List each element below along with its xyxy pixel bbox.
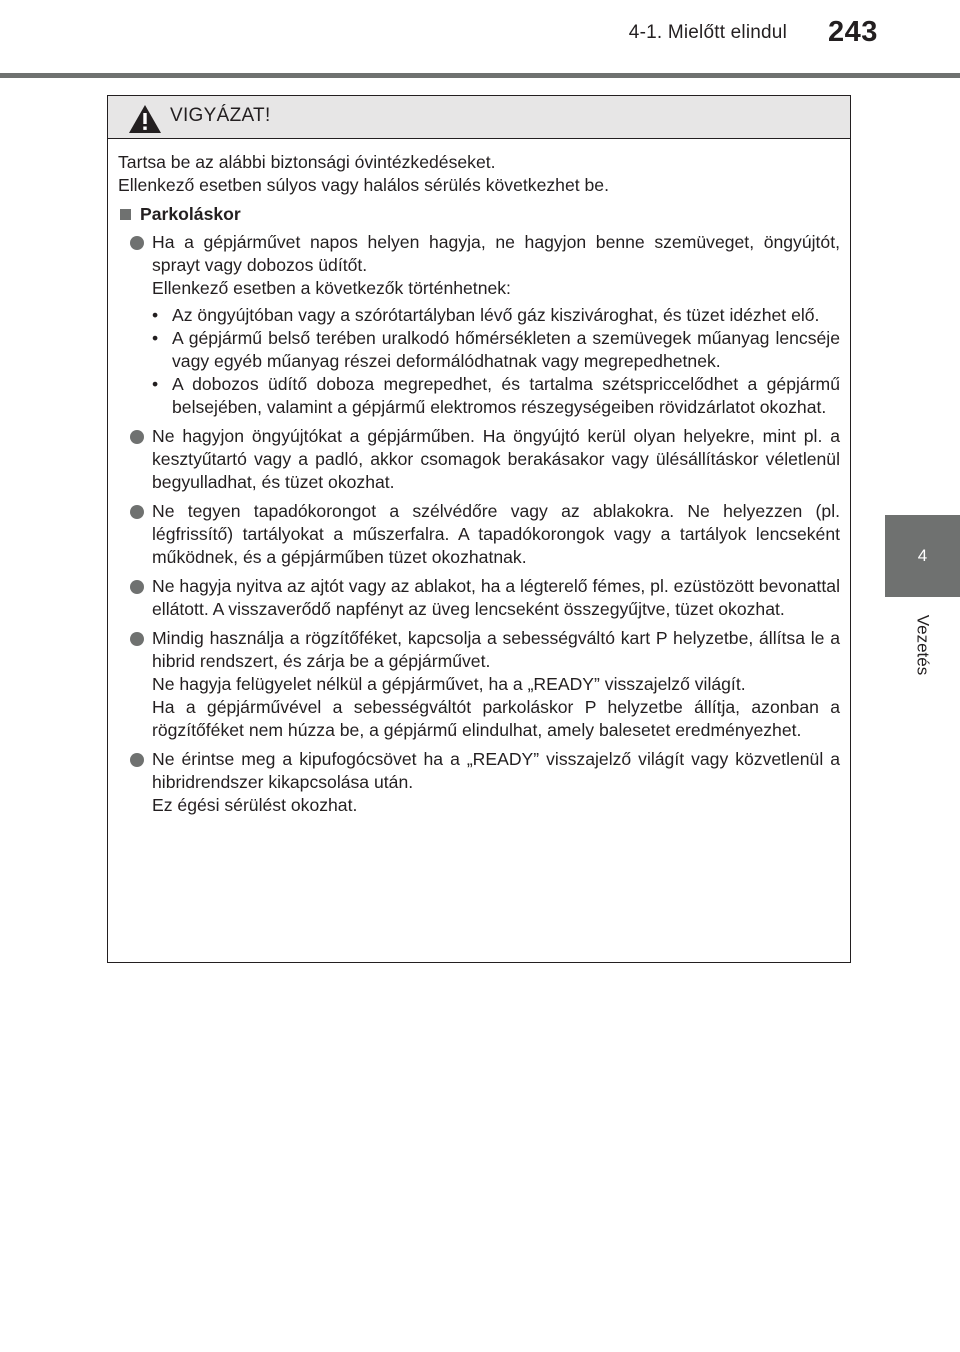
list-item [118, 425, 840, 494]
sub-list-text: A dobozos üdítő doboza megrepedhet, és tartalma szétspriccelődhet a gépjármű belsejében, valamint a gépjármű elektromos részegységeiben rövidzárlatot okozhat. [172, 374, 840, 417]
list-item [118, 575, 840, 621]
subheading [118, 203, 840, 226]
chapter-label [885, 600, 960, 690]
list-item [118, 627, 840, 742]
sub-list-item: • Az öngyújtóban vagy a szórótartályban lévő gáz kiszivároghat, és tüzet idézhet elő. [152, 305, 820, 325]
sub-list-item: • A dobozos üdítő doboza megrepedhet, és tartalma szétspriccelődhet a gépjármű belsejében, valamint a gépjármű elektromos részegységeiben rövidzárlatot okozhat. [152, 374, 840, 417]
item-paragraph: Mindig használja a rögzítőféket, kapcsolja a sebességváltó kart P helyzetbe, állítsa le a hibrid rendszert, és zárja be a gépjárművet. [152, 628, 840, 671]
warning-title: VIGYÁZAT! [170, 105, 271, 126]
intro-line: Tartsa be az alábbi biztonsági óvintézkedéseket. [118, 152, 496, 172]
page-number: 243 [828, 16, 878, 48]
item-paragraph: Ez égési sérülést okozhat. [152, 795, 358, 815]
list-item [118, 231, 840, 419]
list-item [118, 500, 840, 569]
circle-bullet-icon [130, 236, 144, 250]
item-paragraph: Ne hagyjon öngyújtókat a gépjárműben. Ha öngyújtó kerül olyan helyekre, mint pl. a kesztyűtartó vagy a padló, akkor csomagok berakásakor vagy ülésállításkor véletlenül begyulladhat, és tüzet okozhat. [152, 426, 840, 492]
circle-bullet-icon [130, 505, 144, 519]
item-paragraph: Ne érintse meg a kipufogócsövet ha a „READY” visszajelző világít vagy közvetlenül a hibridrendszer kikapcsolása után. [152, 749, 840, 792]
warning-body [108, 139, 850, 817]
circle-bullet-icon [130, 753, 144, 767]
item-paragraph: Ne tegyen tapadókorongot a szélvédőre vagy az ablakokra. Ne helyezzen (pl. légfrissítő) tartályokat a műszerfalra. A tapadókorongok vagy a tartályok lencseként működnek, és a gépjárműben tüzet okozhatnak. [152, 501, 840, 567]
item-paragraph: Ne hagyja felügyelet nélkül a gépjárművet, ha a „READY” visszajelző világít. [152, 674, 746, 694]
circle-bullet-icon [130, 430, 144, 444]
item-paragraph: Ha a gépjárművet napos helyen hagyja, ne hagyjon benne szemüveget, öngyújtót, sprayt vagy dobozos üdítőt. [152, 232, 840, 275]
item-paragraph: Ellenkező esetben a következők történhetnek: [152, 278, 511, 298]
chapter-tab: 4 [885, 515, 960, 597]
circle-bullet-icon [130, 632, 144, 646]
warning-box [107, 95, 851, 963]
item-paragraph: Ne hagyja nyitva az ajtót vagy az ablakot, ha a légterelő fémes, pl. ezüstözött bevonattal ellátott. A visszaverődő napfényt az üveg lencseként összegyűjtve, tüzet okozhat. [152, 576, 840, 619]
circle-bullet-icon [130, 580, 144, 594]
header-rule [0, 73, 960, 78]
section-title: 4-1. Mielőtt elindul [628, 22, 787, 43]
list-item [118, 748, 840, 817]
square-bullet-icon [120, 209, 131, 220]
sub-list [152, 304, 840, 419]
sub-list-text: Az öngyújtóban vagy a szórótartályban lévő gáz kiszivároghat, és tüzet idézhet elő. [172, 305, 820, 325]
item-paragraph: Ha a gépjárművével a sebességváltót parkoláskor P helyzetbe állítja, azonban a rögzítőféket nem húzza be, a gépjármű elindulhat, amely balesetet eredményezhet. [152, 697, 840, 740]
intro-line: Ellenkező esetben súlyos vagy halálos sérülés következhet be. [118, 175, 609, 195]
sub-list-text: A gépjármű belső terében uralkodó hőmérsékleten a szemüvegek műanyag lencséje vagy egyéb műanyag részei deformálódhatnak vagy megrepedhetnek. [172, 328, 840, 371]
warning-header [108, 96, 850, 139]
sub-list-item: • A gépjármű belső terében uralkodó hőmérsékleten a szemüvegek műanyag lencséje vagy egyéb műanyag részei deformálódhatnak vagy megrepedhetnek. [152, 328, 840, 371]
subheading-text: Parkoláskor [140, 204, 241, 224]
warning-triangle-icon [128, 104, 162, 134]
chapter-label-text: Vezetés [913, 614, 933, 676]
warning-intro [118, 151, 840, 197]
